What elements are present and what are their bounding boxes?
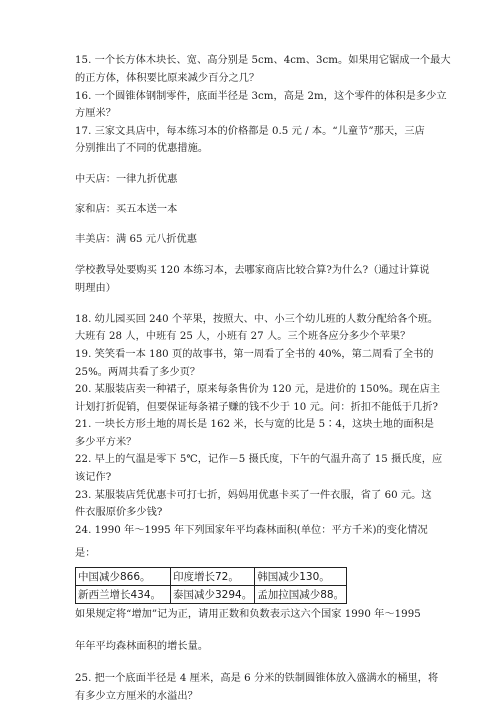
q24-instruction-line1: 如果规定将“增加”记为正，请用正数和负数表示这六个国家 1990 年～1995 [75,609,421,620]
q20-line2: 计划打折促销，但要保证每条裙子赚的钱不少于 10 元。问：折扣不能低于几折? [75,402,438,413]
q17-question-line1: 学校教导处要购买 120 本练习本，去哪家商店比较合算?为什么?（通过计算说 [75,265,430,276]
q25-line2: 有多少立方厘米的水溢出？ [75,691,198,702]
table-cell: 孟加拉国减少88。 [255,586,347,604]
q16-line2: 方厘米？ [75,108,116,119]
q18-line2: 大班有 28 人，中班有 25 人，小班有 27 人。三个班各应分多少个苹果？ [75,331,411,342]
forest-change-table [75,567,347,604]
table-cell: 泰国减少3294。 [171,586,255,604]
q24-instruction-line2: 年年平均森林面积的增长量。 [75,641,209,652]
q19-line1: 19. 笑笑看一本 180 页的故事书，第一周看了全书的 40%，第二周看了全书的 [75,349,434,360]
q17-store-fengmei: 丰美店：满 65 元八折优惠 [75,234,198,245]
q21-line1: 21. 一块长方形土地的周长是 162 米，长与宽的比是 5∶4，这块土地的面积是 [75,419,435,430]
q23-line2: 件衣服原价多少钱? [75,507,163,518]
table-cell: 新西兰增长434。 [76,586,171,604]
q24-line2: 是： [75,548,96,559]
q17-line1: 17. 三家文具店中，每本练习本的价格都是 0.5 元 / 本。“儿童节”那天，三店 [75,126,425,137]
table-cell: 中国减少866。 [76,568,171,586]
table-cell: 韩国减少130。 [255,568,347,586]
q17-line2: 分别推出了不同的优惠措施。 [75,143,209,154]
q16-line1: 16. 一个圆锥体钢制零件，底面半径是 3cm，高是 2m，这个零件的体积是多少立 [75,91,447,102]
q17-store-jiahe: 家和店：买五本送一本 [75,204,178,215]
table-row [76,568,347,586]
q25-line1: 25. 把一个底面半径是 4 厘米，高是 6 分米的铁制圆锥体放入盛满水的桶里，将 [75,673,439,684]
table-cell: 印度增长72。 [171,568,255,586]
q20-line1: 20. 某服装店卖一种裙子，原来每条售价为 120 元，是进价的 150%。现在店主 [75,384,441,395]
q15-line2: 的正方体，体积要比原来减少百分之几？ [75,73,260,84]
q15-line1: 15. 一个长方体木块长、宽、高分别是 5cm、4cm、3cm。如果用它锯成一个最大 [75,55,451,66]
table-row [76,586,347,604]
q22-line2: 该记作? [75,472,112,483]
q19-line2: 25%。两周共看了多少页？ [75,367,201,378]
q18-line1: 18. 幼儿园买回 240 个苹果，按照大、中、小三个幼儿班的人数分配给各个班。 [75,314,439,325]
q17-question-line2: 明理由） [75,283,116,294]
q21-line2: 多少平方米？ [75,437,137,448]
q24-line1: 24. 1990 年～1995 年下列国家年平均森林面积(单位：平方千米)的变化情况 [75,525,428,536]
q17-store-zhongtian: 中天店：一律九折优惠 [75,174,178,185]
q22-line1: 22. 早上的气温是零下 5℃，记作－5 摄氏度，下午的气温升高了 15 摄氏度，应 [75,454,443,465]
q23-line1: 23. 某服装店凭优惠卡可打七折，妈妈用优惠卡买了一件衣服，省了 60 元。这 [75,490,432,501]
